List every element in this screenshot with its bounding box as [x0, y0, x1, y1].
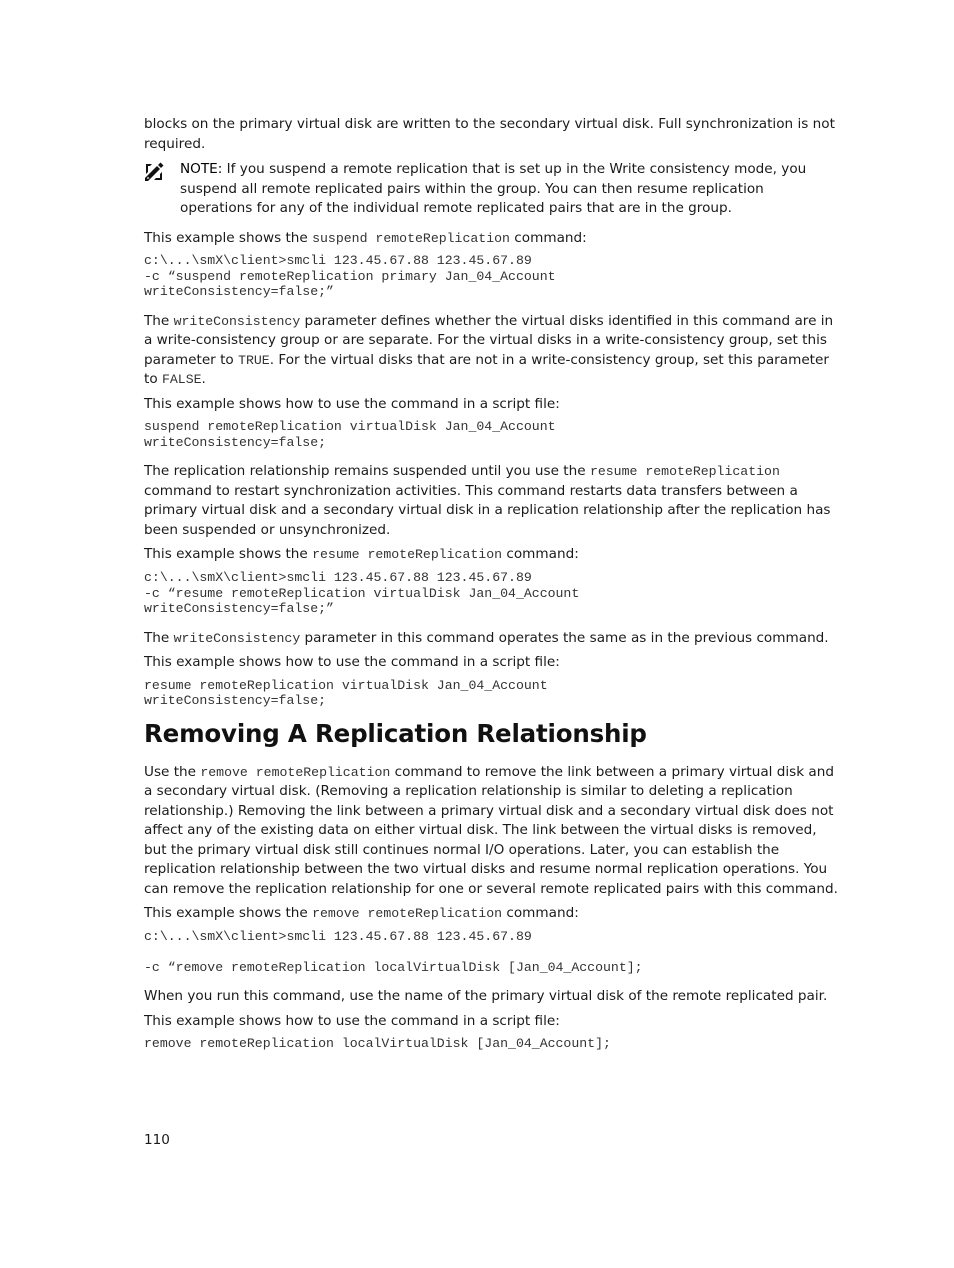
paragraph-remove-note: When you run this command, use the name of the primary virtual disk of the remote replicated pair.: [144, 988, 828, 1005]
example-suspend-intro: [144, 229, 839, 249]
section-heading: Removing A Replication Relationship: [144, 718, 647, 748]
script-intro-2: This example shows how to use the command in a script file:: [144, 654, 560, 671]
text: parameter in this command operates the same as in the previous command.: [300, 629, 829, 646]
text: command to remove the link between a primary virtual disk and a secondary virtual disk. (Removing a replication relationship is similar to deleting a replication relationship.) Removing the link between a primary virtual disk and a secondary virtual disk does not affect any of the existing data on either virtual disk. The link between the virtual disks is removed, but the primary virtual disk still continues normal I/O operations. Later, you can establish the replication relationship between the two virtual disks and resume normal replication operations. You can remove the replication relationship for one or several remote replicated pairs with this command.: [144, 763, 838, 897]
script-intro-1: This example shows how to use the command in a script file:: [144, 395, 560, 412]
text: parameter defines whether the virtual disks identified in this command are in a write-consistency group or are separate. For the virtual disks in a write-consistency group, set this parameter to: [144, 312, 834, 368]
note-block: [144, 160, 839, 219]
page-number: 110: [144, 1132, 170, 1148]
code-block-suspend: c:\...\smX\client>smcli 123.45.67.88 123.45.67.89 -c “suspend remoteReplication primary Jan_04_Account writeConsistency=false;”: [144, 253, 556, 300]
code-block-remove-line1: c:\...\smX\client>smcli 123.45.67.88 123.45.67.89: [144, 928, 532, 944]
script-intro-3: This example shows how to use the command in a script file:: [144, 1012, 560, 1029]
text: This example shows the: [144, 229, 313, 246]
text: command:: [502, 546, 579, 563]
text: .: [201, 371, 206, 388]
paragraph-resume: [144, 462, 839, 540]
code-block-resume: c:\...\smX\client>smcli 123.45.67.88 123.45.67.89 -c “resume remoteReplication virtualDisk Jan_04_Account writeConsistency=false;”: [144, 569, 580, 617]
text: command:: [502, 905, 579, 922]
note-label: NOTE:: [180, 161, 223, 177]
code-block-suspend-script: suspend remoteReplication virtualDisk Jan_04_Account writeConsistency=false;: [144, 419, 556, 450]
code-block-resume-script: resume remoteReplication virtualDisk Jan_04_Account writeConsistency=false;: [144, 677, 548, 709]
code-block-remove-script: remove remoteReplication localVirtualDisk [Jan_04_Account];: [144, 1036, 611, 1052]
document-page: [144, 115, 839, 1052]
text: command to restart synchronization activities. This command restarts data transfers between a primary virtual disk and a secondary virtual disk in a replication relationship after the replication has been suspended or unsynchronized.: [144, 482, 831, 538]
text: command:: [509, 229, 587, 246]
inline-code: resume remoteReplication: [312, 547, 503, 563]
text: This example shows the: [144, 905, 313, 922]
inline-code: writeConsistency: [173, 630, 301, 646]
example-remove-intro: [144, 904, 839, 924]
note-text: [180, 160, 839, 219]
text: The replication relationship remains suspended until you use the: [144, 463, 590, 480]
paragraph-remove: [144, 763, 839, 900]
code-block-remove-line2: -c “remove remoteReplication localVirtualDisk [Jan_04_Account];: [144, 959, 643, 975]
paragraph-writeconsistency-2: [144, 629, 839, 649]
inline-code: resume remoteReplication: [589, 464, 780, 480]
pencil-note-icon: [144, 160, 180, 186]
inline-code: remove remoteReplication: [200, 764, 391, 780]
inline-code: suspend remoteReplication: [312, 230, 510, 246]
inline-code: FALSE: [161, 372, 202, 388]
text: The: [144, 629, 174, 646]
paragraph-sync: blocks on the primary virtual disk are written to the secondary virtual disk. Full synchronization is not required.: [144, 116, 835, 152]
text: Use the: [144, 763, 201, 780]
inline-code: writeConsistency: [173, 313, 301, 329]
paragraph-writeconsistency: [144, 312, 839, 390]
inline-code: remove remoteReplication: [312, 906, 503, 922]
inline-code: TRUE: [238, 352, 270, 368]
text: The: [144, 312, 174, 329]
text: This example shows the: [144, 546, 313, 563]
text: . For the virtual disks that are not in a write-consistency group, set this parameter to: [144, 351, 829, 388]
note-body: If you suspend a remote replication that is set up in the Write consistency mode, you suspend all remote replicated pairs within the group. You can then resume replication operations for any of the individual remote replicated pairs that are in the group.: [180, 161, 807, 216]
example-resume-intro: [144, 545, 839, 565]
